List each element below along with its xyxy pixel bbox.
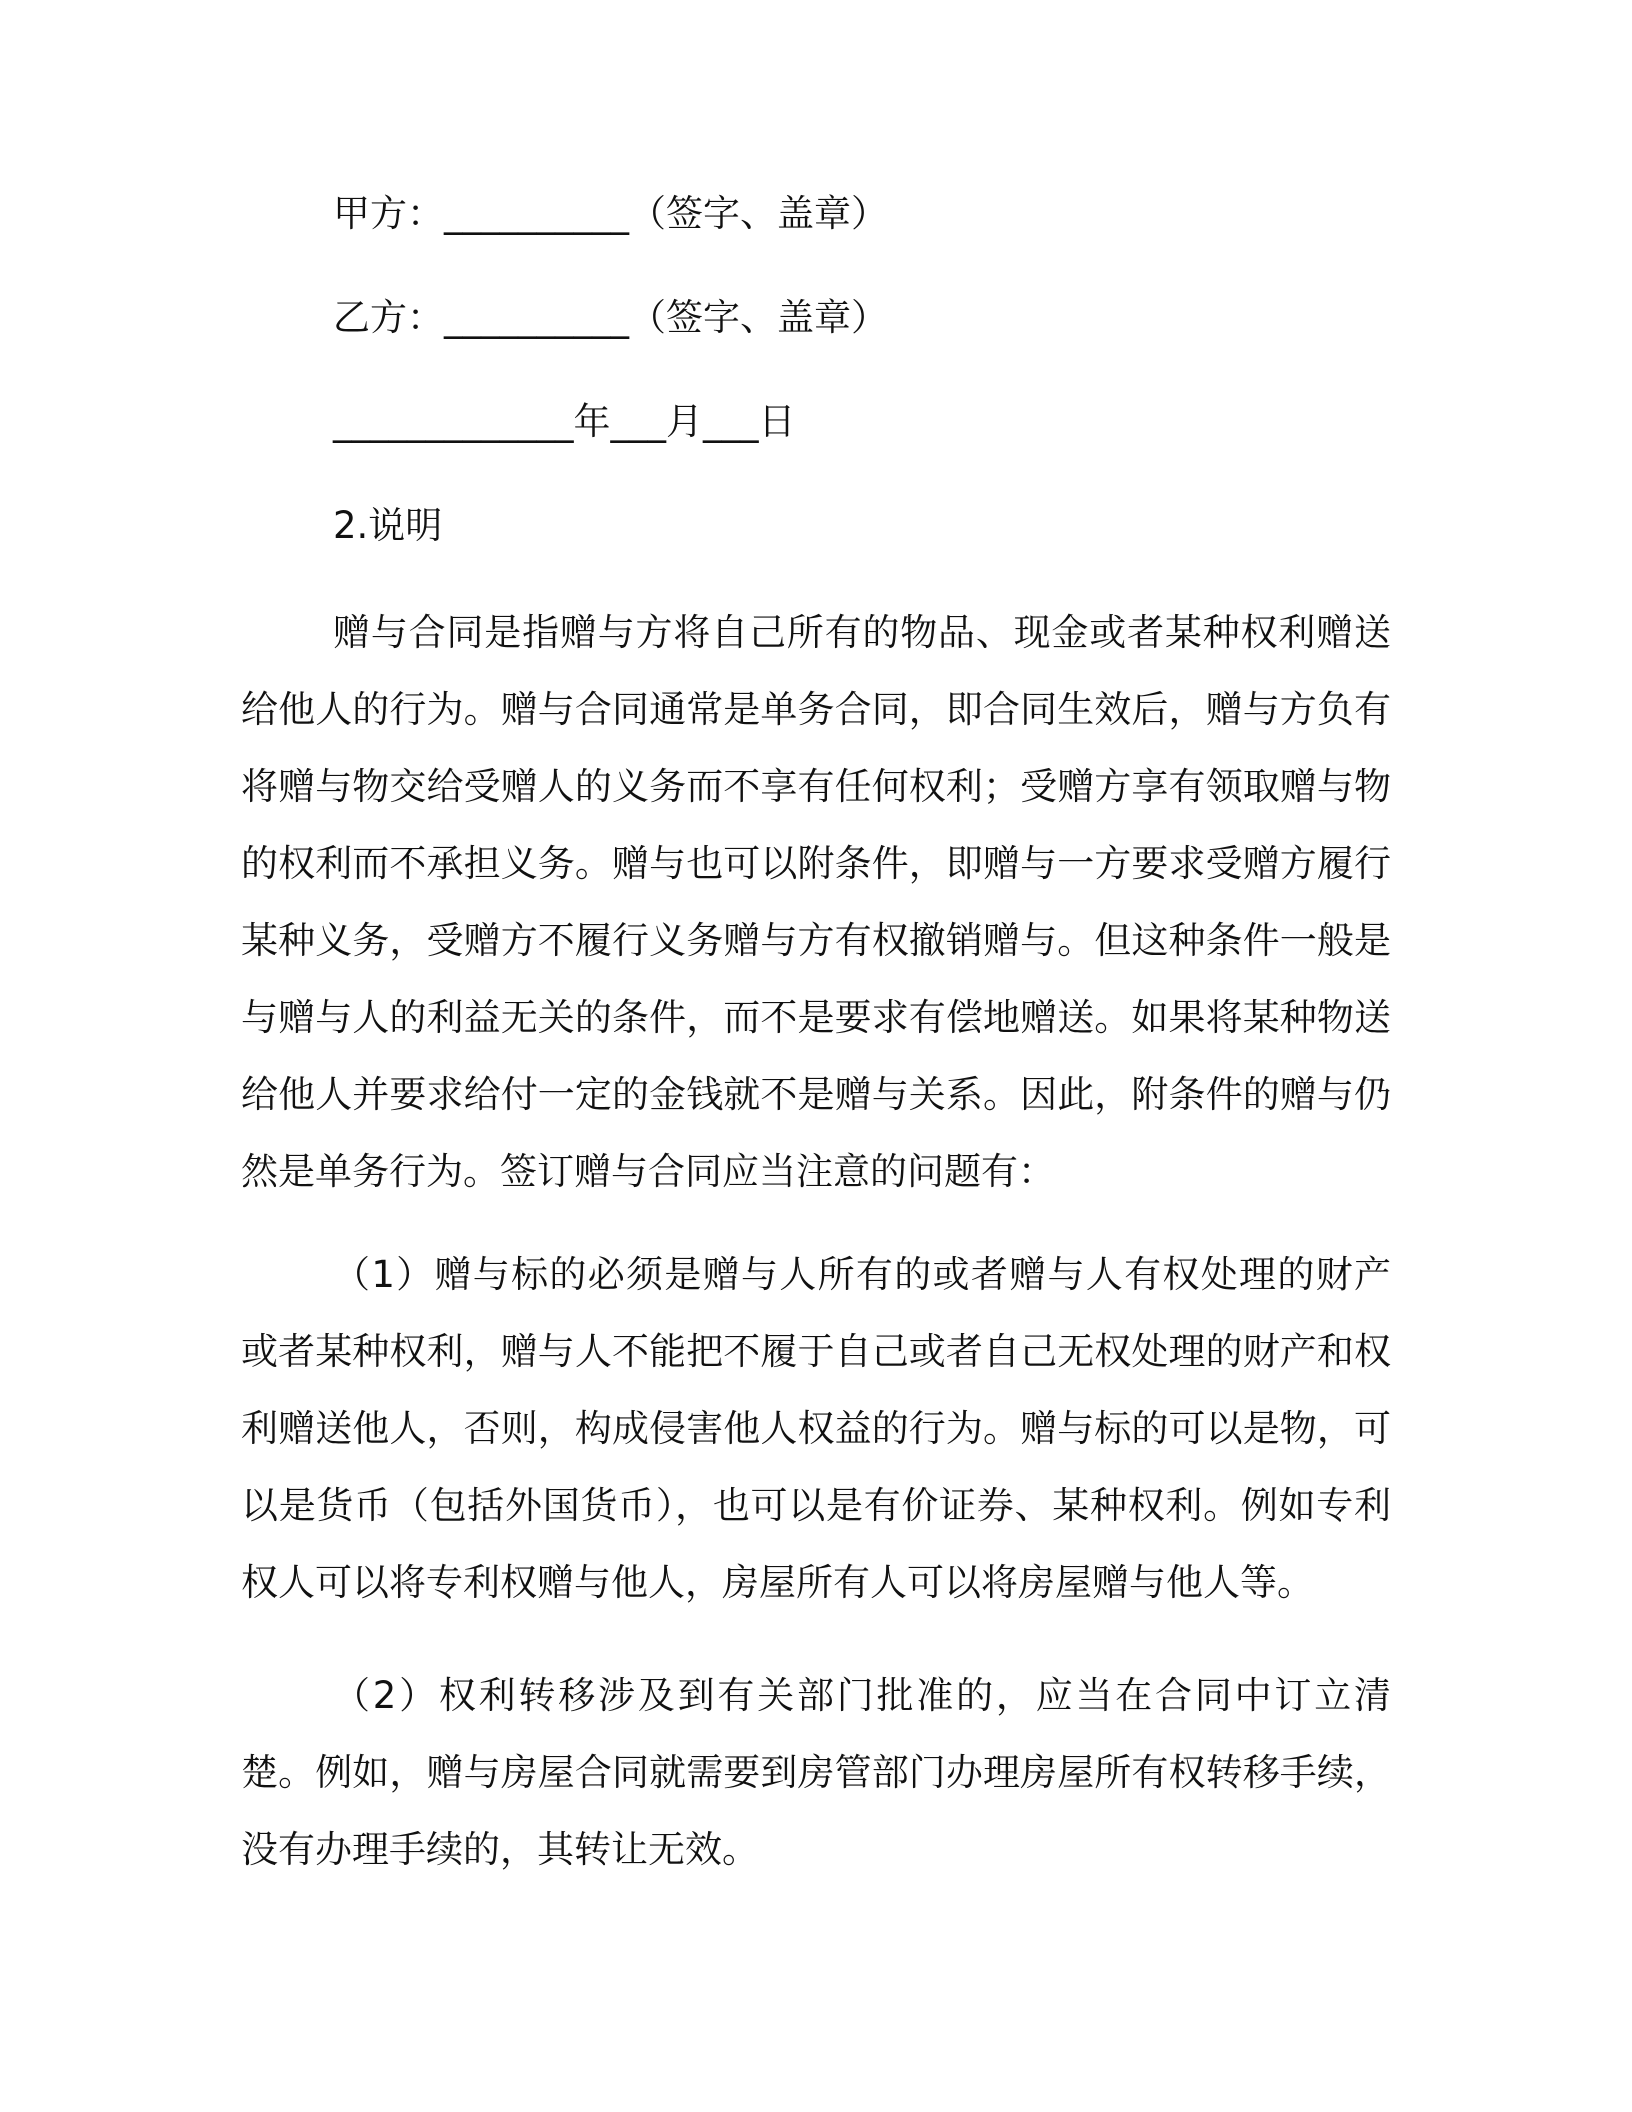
party-b-signature-line: 乙方：__________（签字、盖章） [333, 296, 888, 339]
paragraph-point-1: （1）赠与标的必须是赠与人所有的或者赠与人有权处理的财产或者某种权利，赠与人不能把不履于自己或者自己无权处理的财产和权利赠送他人，否则，构成侵害他人权益的行为。赠与标的可以是物，可以是货币（包括外国货币），也可以是有价证券、某种权利。例如专利权人可以将专利权赠与他人，房屋所有人可以将房屋赠与他人等。 [241, 1253, 1391, 1604]
section-heading: 2.说明 [333, 504, 443, 547]
signature-block [333, 188, 1433, 500]
paragraph-definition: 赠与合同是指赠与方将自己所有的物品、现金或者某种权利赠送给他人的行为。赠与合同通常是单务合同，即合同生效后，赠与方负有将赠与物交给受赠人的义务而不享有任何权利；受赠方享有领取赠与物的权利而不承担义务。赠与也可以附条件，即赠与一方要求受赠方履行某种义务，受赠方不履行义务赠与方有权撤销赠与。但这种条件一般是与赠与人的利益无关的条件，而不是要求有偿地赠送。如果将某种物送给他人并要求给付一定的金钱就不是赠与关系。因此，附条件的赠与仍然是单务行为。签订赠与合同应当注意的问题有： [241, 611, 1391, 1193]
party-a-signature-line: 甲方：__________（签字、盖章） [333, 192, 888, 235]
paragraph-point-2: （2）权利转移涉及到有关部门批准的，应当在合同中订立清楚。例如，赠与房屋合同就需要到房管部门办理房屋所有权转移手续，没有办理手续的，其转让无效。 [241, 1674, 1391, 1871]
signature-date-line: _____________年___月___日 [333, 400, 796, 443]
